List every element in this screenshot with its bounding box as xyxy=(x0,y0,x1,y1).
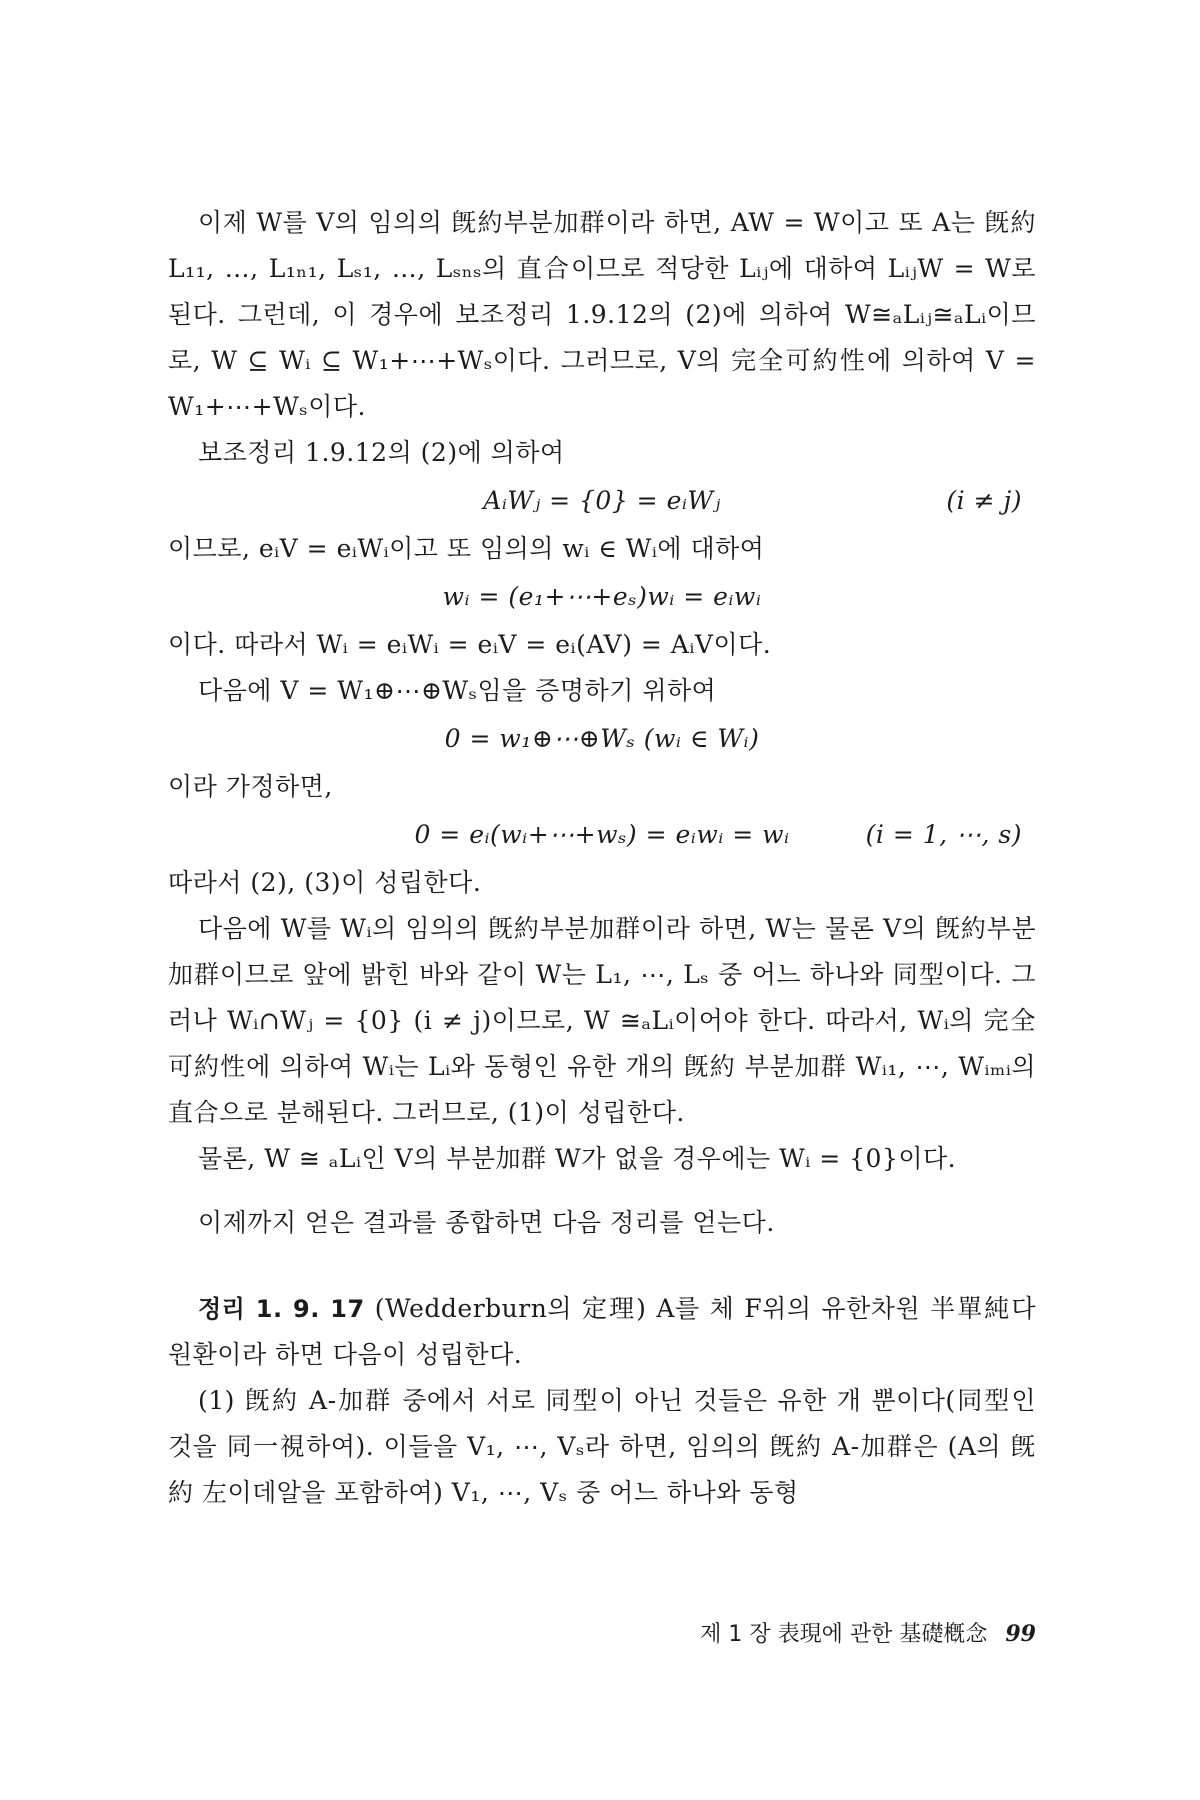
equation-4 xyxy=(168,810,1036,860)
page-number: 99 xyxy=(1005,1621,1036,1647)
paragraph-6: 이라 가정하면, xyxy=(168,772,333,801)
equation-3 xyxy=(168,714,1036,764)
equation-3-formula: 0 = w₁⊕⋯⊕Wₛ (wᵢ ∈ Wᵢ) xyxy=(444,724,760,753)
paragraph-9: 물론, W ≅ ₐLᵢ인 V의 부분加群 W가 없을 경우에는 Wᵢ = {0}이다. xyxy=(198,1144,957,1173)
paragraph-10: 이제까지 얻은 결과를 종합하면 다음 정리를 얻는다. xyxy=(198,1208,775,1237)
equation-4-condition: (i = 1, ⋯, s) xyxy=(865,820,1022,849)
page-body xyxy=(168,200,1036,1516)
theorem-label: 정리 1. 9. 17 xyxy=(198,1295,365,1323)
paragraph-2: 보조정리 1.9.12의 (2)에 의하여 xyxy=(198,438,565,467)
chapter-title: 제 1 장 表現에 관한 基礎槪念 xyxy=(700,1622,988,1647)
equation-2-formula: wᵢ = (e₁+⋯+eₛ)wᵢ = eᵢwᵢ xyxy=(442,582,762,611)
spacer xyxy=(168,1182,1036,1200)
equation-1-condition: (i ≠ j) xyxy=(946,486,1022,515)
paragraph-7: 따라서 (2), (3)이 성립한다. xyxy=(168,868,482,897)
paragraph-3: 이므로, eᵢV = eᵢWᵢ이고 또 임의의 wᵢ ∈ Wᵢ에 대하여 xyxy=(168,534,765,563)
paragraph-4: 이다. 따라서 Wᵢ = eᵢWᵢ = eᵢV = eᵢ(AV) = AᵢV이다. xyxy=(168,630,772,659)
equation-1 xyxy=(168,476,1036,526)
paragraph-1: 이제 W를 V의 임의의 旣約부분加群이라 하면, AW = W이고 또 A는 旣約 L₁₁, …, L₁ₙ₁, Lₛ₁, …, Lₛₙₛ의 直合이므로 적당한 Lᵢⱼ에 대하여 LᵢⱼW = W로 된다. 그런데, 이 경우에 보조정리 1.9.12의 (2)에 의하여 W≅ₐLᵢⱼ≅ₐLᵢ이므로, W ⊆ Wᵢ ⊆ W₁+⋯+Wₛ이다. 그러므로, V의 完全可約性에 의하여 V = W₁+⋯+Wₛ이다. xyxy=(168,208,1036,421)
spacer xyxy=(168,1246,1036,1286)
theorem-item-1: (1) 旣約 A-加群 중에서 서로 同型이 아닌 것들은 유한 개 뿐이다(同型인 것을 同一視하여). 이들을 V₁, ⋯, Vₛ라 하면, 임의의 旣約 A-加群은 (A의 旣約 左이데알을 포함하여) V₁, ⋯, Vₛ 중 어느 하나와 동형 xyxy=(168,1386,1036,1507)
equation-4-formula: 0 = eᵢ(wᵢ+⋯+wₛ) = eᵢwᵢ = wᵢ xyxy=(414,820,790,849)
paragraph-8: 다음에 W를 Wᵢ의 임의의 旣約부분加群이라 하면, W는 물론 V의 旣約부분加群이므로 앞에 밝힌 바와 같이 W는 L₁, ⋯, Lₛ 중 어느 하나와 同型이다. 그러나 Wᵢ∩Wⱼ = {0} (i ≠ j)이므로, W ≅ₐLᵢ이어야 한다. 따라서, Wᵢ의 完全可約性에 의하여 Wᵢ는 Lᵢ와 동형인 유한 개의 旣約 부분加群 Wᵢ₁, ⋯, Wᵢₘᵢ의 直合으로 분해된다. 그러므로, (1)이 성립한다. xyxy=(168,914,1036,1127)
page-footer xyxy=(700,1617,1036,1648)
theorem-1-9-17 xyxy=(168,1286,1036,1378)
theorem-statement: (Wedderburn의 定理) A를 체 F위의 유한차원 半單純다원환이라 하면 다음이 성립한다. xyxy=(168,1294,1037,1369)
paragraph-5: 다음에 V = W₁⊕⋯⊕Wₛ임을 증명하기 위하여 xyxy=(198,676,717,705)
equation-2 xyxy=(168,572,1036,622)
equation-1-formula: AᵢWⱼ = {0} = eᵢWⱼ xyxy=(483,486,721,515)
